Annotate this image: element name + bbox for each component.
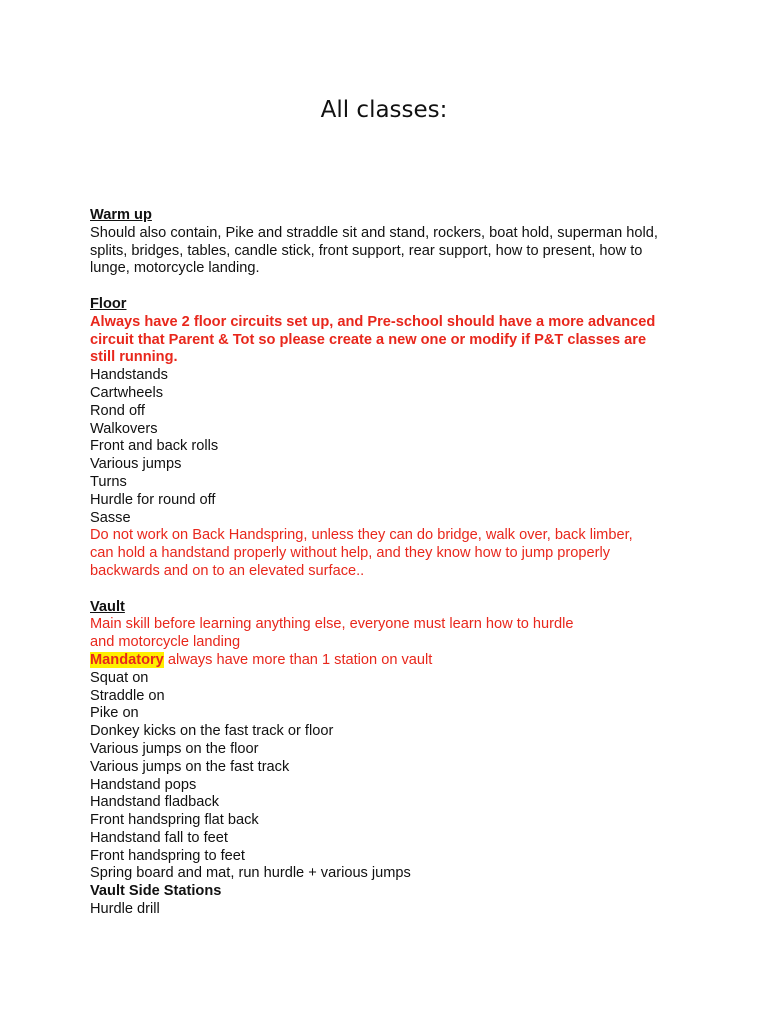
floor-item: Hurdle for round off [90,491,216,508]
floor-heading: Floor [90,295,127,312]
vault-note-line: Main skill before learning anything else, everyone must learn how to hurdle [90,616,574,633]
floor-item: Various jumps [90,456,182,473]
warmup-line: Should also contain, Pike and straddle sit and stand, rockers, boat hold, superman hold, [90,224,658,241]
vault-item: Handstand fladback [90,794,219,811]
floor-item: Handstands [90,367,168,384]
floor-note-line: Always have 2 floor circuits set up, and Pre-school should have a more advanced [90,313,656,330]
vault-item: Pike on [90,705,139,722]
page-title: All classes: [320,97,448,123]
vault-mandatory-line [90,652,690,670]
spacer [90,278,690,296]
vault-item: Squat on [90,669,149,686]
vault-item: Spring board and mat, run hurdle + various jumps [90,865,411,882]
mandatory-text: always have more than 1 station on vault [163,651,433,668]
vault-side-heading: Vault Side Stations [90,883,222,900]
floor-warning-line: can hold a handstand properly without help, and they know how to jump properly [90,545,611,562]
floor-item: Cartwheels [90,384,163,401]
vault-item: Front handspring to feet [90,847,245,864]
floor-item: Rond off [90,402,145,419]
vault-item: Handstand fall to feet [90,829,228,846]
floor-item: Sasse [90,509,131,526]
floor-warning-line: Do not work on Back Handspring, unless they can do bridge, walk over, back limber, [90,527,633,544]
floor-warning-line: backwards and on to an elevated surface.. [90,562,365,579]
vault-heading: Vault [90,598,125,615]
vault-item: Various jumps on the fast track [90,758,290,775]
vault-side-item: Hurdle drill [90,901,160,918]
vault-note-line: and motorcycle landing [90,634,241,651]
floor-note-line: circuit that Parent & Tot so please create a new one or modify if P&T classes are [90,331,647,348]
floor-note-line: still running. [90,349,178,366]
floor-item: Turns [90,473,127,490]
vault-item: Various jumps on the floor [90,740,259,757]
vault-item: Straddle on [90,687,165,704]
vault-item: Front handspring flat back [90,812,259,829]
warmup-heading: Warm up [90,207,152,223]
vault-item: Donkey kicks on the fast track or floor [90,723,334,740]
floor-item: Front and back rolls [90,438,219,455]
floor-item: Walkovers [90,420,158,437]
warmup-line: splits, bridges, tables, candle stick, front support, rear support, how to present, how to [90,242,643,259]
document-body [90,207,690,919]
vault-item: Handstand pops [90,776,197,793]
warmup-line: lunge, motorcycle landing. [90,260,260,277]
spacer [90,581,690,599]
mandatory-highlight: Mandatory [90,651,164,668]
